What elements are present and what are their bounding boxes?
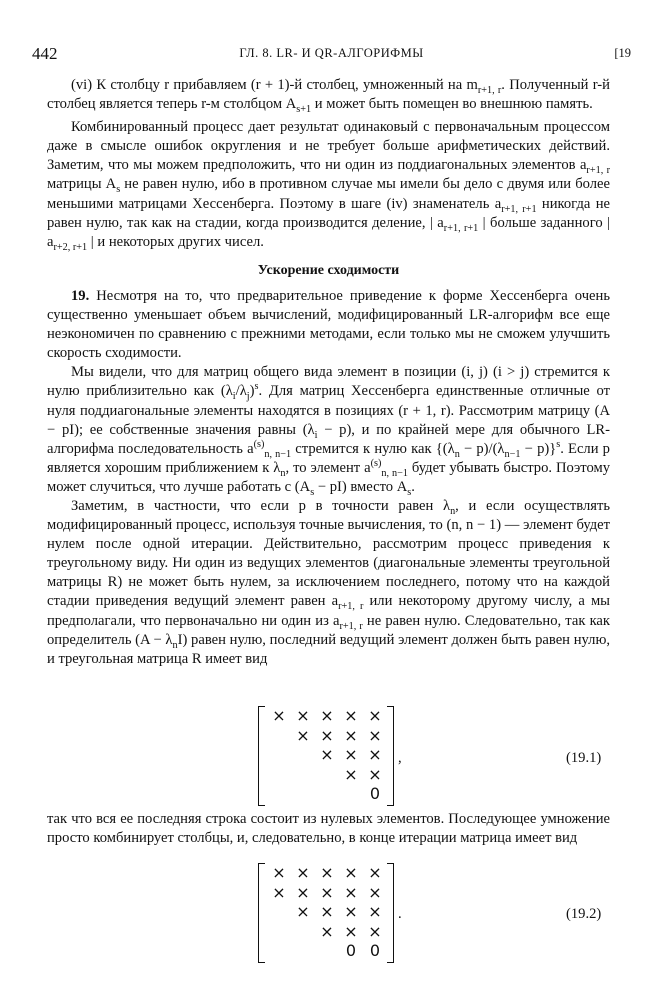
- matrix-entry: ×: [296, 882, 310, 902]
- matrix-entry: ×: [368, 863, 382, 882]
- matrix-19-1: [258, 706, 394, 806]
- matrix-entry: ×: [272, 863, 286, 882]
- right-bracket: [387, 706, 394, 806]
- equation-number-19-2: (19.2): [566, 906, 602, 922]
- matrix-entry: ×: [344, 745, 358, 764]
- left-bracket: [258, 706, 265, 806]
- matrix-1-punctuation: ,: [398, 750, 402, 766]
- running-header: [32, 44, 631, 66]
- matrix-2-punctuation: .: [398, 906, 402, 922]
- matrix-entry: ×: [320, 921, 334, 941]
- matrix-entry: ×: [368, 902, 382, 921]
- matrix-entry: ×: [368, 764, 382, 784]
- paragraph-number: 19.: [71, 287, 90, 304]
- matrix-entry: ×: [320, 725, 334, 745]
- matrix-entry: ×: [368, 706, 382, 725]
- matrix-entry: ×: [344, 706, 358, 725]
- matrix-entry: ×: [368, 882, 382, 902]
- matrix-entry: ×: [320, 863, 334, 882]
- matrix-19-2: [258, 863, 394, 963]
- matrix-entry: ×: [344, 902, 358, 921]
- matrix-entry: ×: [368, 745, 382, 764]
- paragraph-convergence: Мы видели, что для матриц общего вида элемент в позиции (i, j) (i > j) стремится к нулю приблизительно как $(\lambda_i/\lambda_j)^s$. Для матриц Хессенберга единственные отличные от нуля поддиагональные элементы находятся в позициях (r + 1, r). Рассмотрим матрицу (A − pI); ее собственные значения равны $(\lambda_i - p)$, и по крайней мере для обычного LR-алгорифма последовательность $a^{(s)}_{n, n-1}$ стремится к нулю как $\{(\lambda_n - p)/(\lambda_{n-1} - p)\}^s$. Если p является хорошим приближением к $\lambda_n$, то элемент $a^{(s)}_{n, n-1}$ будет убывать быстро. Поэтому может случиться, что лучше работать с $(A_s - pI)$ вместо $A_s$.: [47, 364, 611, 498]
- paragraph-last-row: так что вся ее последняя строка состоит из нулевых элементов. Последующее умножение просто комбинирует столбцы, и, следовательно, в конце итерации матрица имеет вид: [47, 811, 610, 847]
- paragraph-step-vi: (vi) К столбцу r прибавляем (r + 1)-й столбец, умноженный на $m_{r+1, r}$. Полученный r-й столбец является теперь r-м столбцом $A_{s+1}$ и может быть помещен во внешнюю память.: [47, 77, 610, 115]
- matrix-entry: 0: [369, 784, 381, 803]
- matrix-entry: 0: [345, 941, 357, 960]
- matrix-entry: ×: [272, 882, 286, 902]
- matrix-entry: ×: [344, 764, 358, 784]
- paragraph-combined-process: Комбинированный процесс дает результат одинаковый с первоначальным процессом даже в смысле ошибок округления и не требует больше арифметических действий. Заметим, что мы можем предположить, что ни один из поддиагональных элементов $a_{r+1, r}$ матрицы $A_s$ не равен нулю, ибо в противном случае мы имели бы дело с двумя или более меньшими матрицами Хессенберга. Поэтому в шаге (iv) знаменатель $a_{r+1, r+1}$ никогда не равен нулю, так как на стадии, когда производится деление, | $a_{r+1, r+1}$ | больше заданного | $a_{r+2, r+1}$ | и некоторых других чисел.: [47, 119, 610, 253]
- page-number: 442: [32, 44, 58, 63]
- text-block-middle: [47, 810, 610, 848]
- right-bracket: [387, 863, 394, 963]
- paragraph-exact-shift: Заметим, в частности, что если p в точности равен $\lambda_n$, и если осуществлять модифицированный процесс, используя точные вычисления, то (n, n − 1) — элемент будет нулем после одной итерации. Действительно, рассмотрим процесс приведения к треугольному виду. Ни один из ведущих элементов (диагональные элементы треугольной матрицы R) не может быть нулем, за исключением последнего, потому что на каждой стадии приведения ведущий элемент равен $a_{r+1, r}$ или некоторому другому числу, а мы предполагали, что первоначально ни один из $a_{r+1, r}$ не равен нулю. Следовательно, так как определитель $(A - \lambda_nI)$ равен нулю, последний ведущий элемент должен быть равен нулю, и треугольная матрица R имеет вид: [47, 497, 611, 667]
- matrix-entry: ×: [320, 706, 334, 725]
- equation-number-19-1: (19.1): [566, 750, 602, 766]
- matrix-entry: ×: [320, 902, 334, 921]
- matrix-entry: ×: [296, 706, 310, 725]
- matrix-entry: ×: [272, 706, 286, 725]
- matrix-entry: ×: [296, 863, 310, 882]
- matrix-entry: ×: [368, 921, 382, 941]
- paragraph-19: 19. Несмотря на то, что предварительное приведение к форме Хессенберга очень существенно уменьшает объем вычислений, модифицированный LR-алгорифм все еще неэкономичен по сравнению с прежними методами, если только мы не сможем улучшить скорость сходимости.: [47, 287, 610, 362]
- matrix-entry: ×: [344, 725, 358, 745]
- left-bracket: [258, 863, 265, 963]
- running-title: ГЛ. 8. LR- И QR-АЛГОРИФМЫ: [239, 46, 424, 60]
- matrix-entry: ×: [320, 745, 334, 764]
- matrix-entry: 0: [369, 941, 381, 960]
- matrix-entry: ×: [296, 902, 310, 921]
- matrix-entry: ×: [320, 882, 334, 902]
- matrix-entry: ×: [344, 921, 358, 941]
- text-block-top: [47, 76, 610, 669]
- section-mark: [19: [614, 46, 631, 60]
- matrix-entry: ×: [368, 725, 382, 745]
- matrix-entry: ×: [296, 725, 310, 745]
- matrix-entry: ×: [344, 882, 358, 902]
- section-heading: Ускорение сходимости: [257, 262, 400, 278]
- matrix-entry: ×: [344, 863, 358, 882]
